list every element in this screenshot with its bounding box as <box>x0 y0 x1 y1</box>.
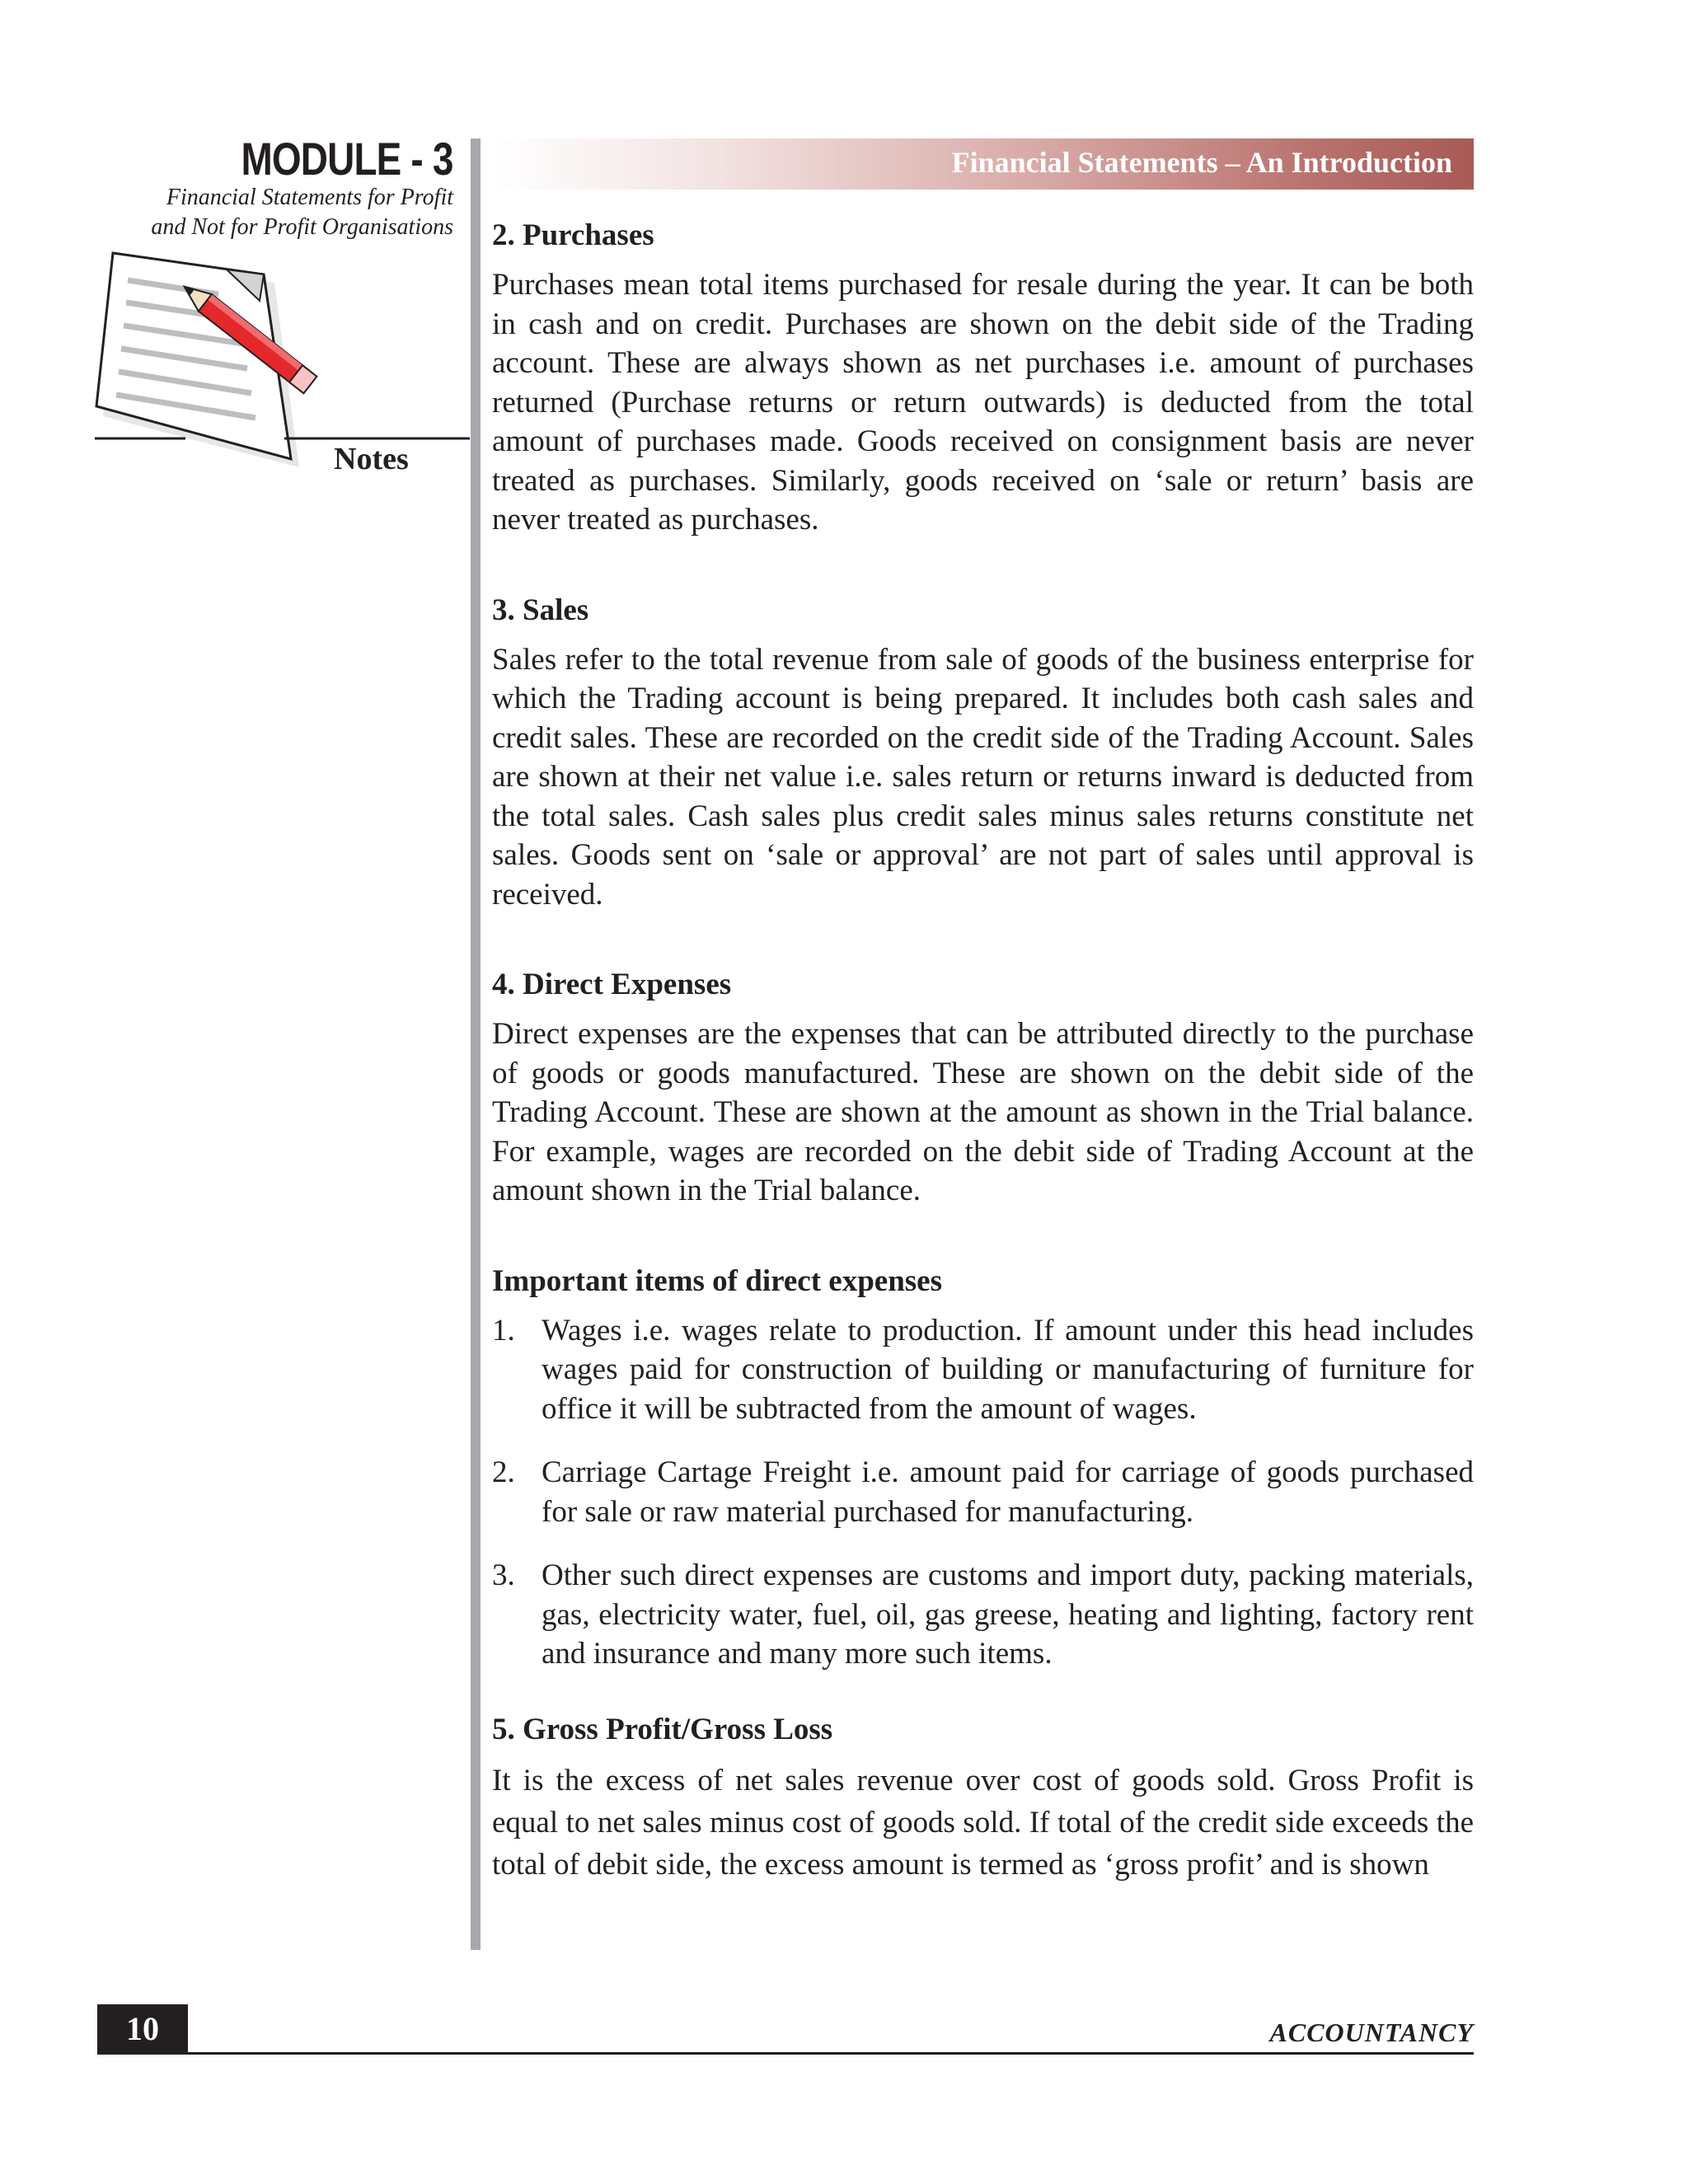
content-divider <box>471 138 481 1950</box>
list-item <box>492 1453 1474 1531</box>
section-direct-expenses <box>492 965 1474 1211</box>
section-paragraph: Sales refer to the total revenue from sale of goods of the business enterprise for which the Trading account is being prepared. It includes both cash sales and credit sales. These are recorded on the credit side of the Trading Account. Sales are shown at their net value i.e. sales return or returns inward is deducted from the total sales. Cash sales plus credit sales minus sales returns constitute net sales. Goods sent on ‘sale or approval’ are not part of sales until approval is received. <box>492 642 1474 912</box>
footer-brand: ACCOUNTANCY <box>1269 2018 1474 2047</box>
module-subtitle <box>151 183 453 242</box>
chapter-header <box>492 138 1474 190</box>
list-item <box>492 1311 1474 1429</box>
section-heading: 3. Sales <box>492 593 589 627</box>
list-item-text: Carriage Cartage Freight i.e. amount paid for carriage of goods purchased for sale or raw material purchased for manufacturing. <box>542 1455 1474 1529</box>
section-heading: Important items of direct expenses <box>492 1263 943 1298</box>
main-content <box>492 216 1474 1937</box>
list-item-text: Wages i.e. wages relate to production. If amount under this head includes wages paid for construction of building or manufacturing of furniture for office it will be subtracted from the amount of wages. <box>542 1313 1474 1426</box>
list-item <box>492 1556 1474 1674</box>
module-subtitle-line-1: Financial Statements for Profit <box>166 185 453 210</box>
list-item-number: 2. <box>492 1455 515 1489</box>
page-number: 10 <box>97 2004 188 2054</box>
section-heading: 5. Gross Profit/Gross Loss <box>492 1712 833 1746</box>
list-item-number: 3. <box>492 1558 515 1592</box>
section-gross-profit <box>492 1710 1474 1886</box>
list-item-text: Other such direct expenses are customs and import duty, packing materials, gas, electricity water, fuel, oil, gas greese, heating and lighting, factory rent and insurance and many more such items. <box>542 1558 1474 1671</box>
notepad-pencil-icon <box>95 243 474 482</box>
notes-label: Notes <box>334 442 409 476</box>
section-paragraph: Purchases mean total items purchased for resale during the year. It can be both in cash and on credit. Purchases are shown on the debit side of the Trading account. These are always shown as net purchases i.e. amount of purchases returned (Purchase returns or return outwards) is deducted from the total amount of purchases made. Goods received on consignment basis are never treated as purchases. Similarly, goods received on ‘sale or return’ basis are never treated as purchases. <box>492 268 1474 537</box>
section-paragraph: Direct expenses are the expenses that can be attributed directly to the purchase of goods or goods manufactured. These are shown on the debit side of the Trading Account. These are shown at the amount as shown in the Trial balance. For example, wages are recorded on the debit side of Trading Account at the amount shown in the Trial balance. <box>492 1017 1474 1207</box>
section-heading: 4. Direct Expenses <box>492 968 732 1001</box>
footer-rule <box>97 2052 1474 2055</box>
section-heading: 2. Purchases <box>492 218 654 252</box>
list-item-number: 1. <box>492 1313 515 1347</box>
direct-expenses-list <box>492 1311 1474 1674</box>
chapter-title: Financial Statements – An Introduction <box>951 146 1452 179</box>
section-sales <box>492 591 1474 915</box>
section-purchases <box>492 216 1474 540</box>
section-paragraph: It is the excess of net sales revenue over cost of goods sold. Gross Profit is equal to net sales minus cost of goods sold. If total of the credit side exceeds the total of debit side, the excess amount is termed as ‘gross profit’ and is shown <box>492 1763 1474 1882</box>
section-important-items <box>492 1262 1474 1674</box>
sidebar <box>0 0 470 2184</box>
module-title: MODULE - 3 <box>241 133 453 185</box>
module-subtitle-line-2: and Not for Profit Organisations <box>151 214 453 240</box>
